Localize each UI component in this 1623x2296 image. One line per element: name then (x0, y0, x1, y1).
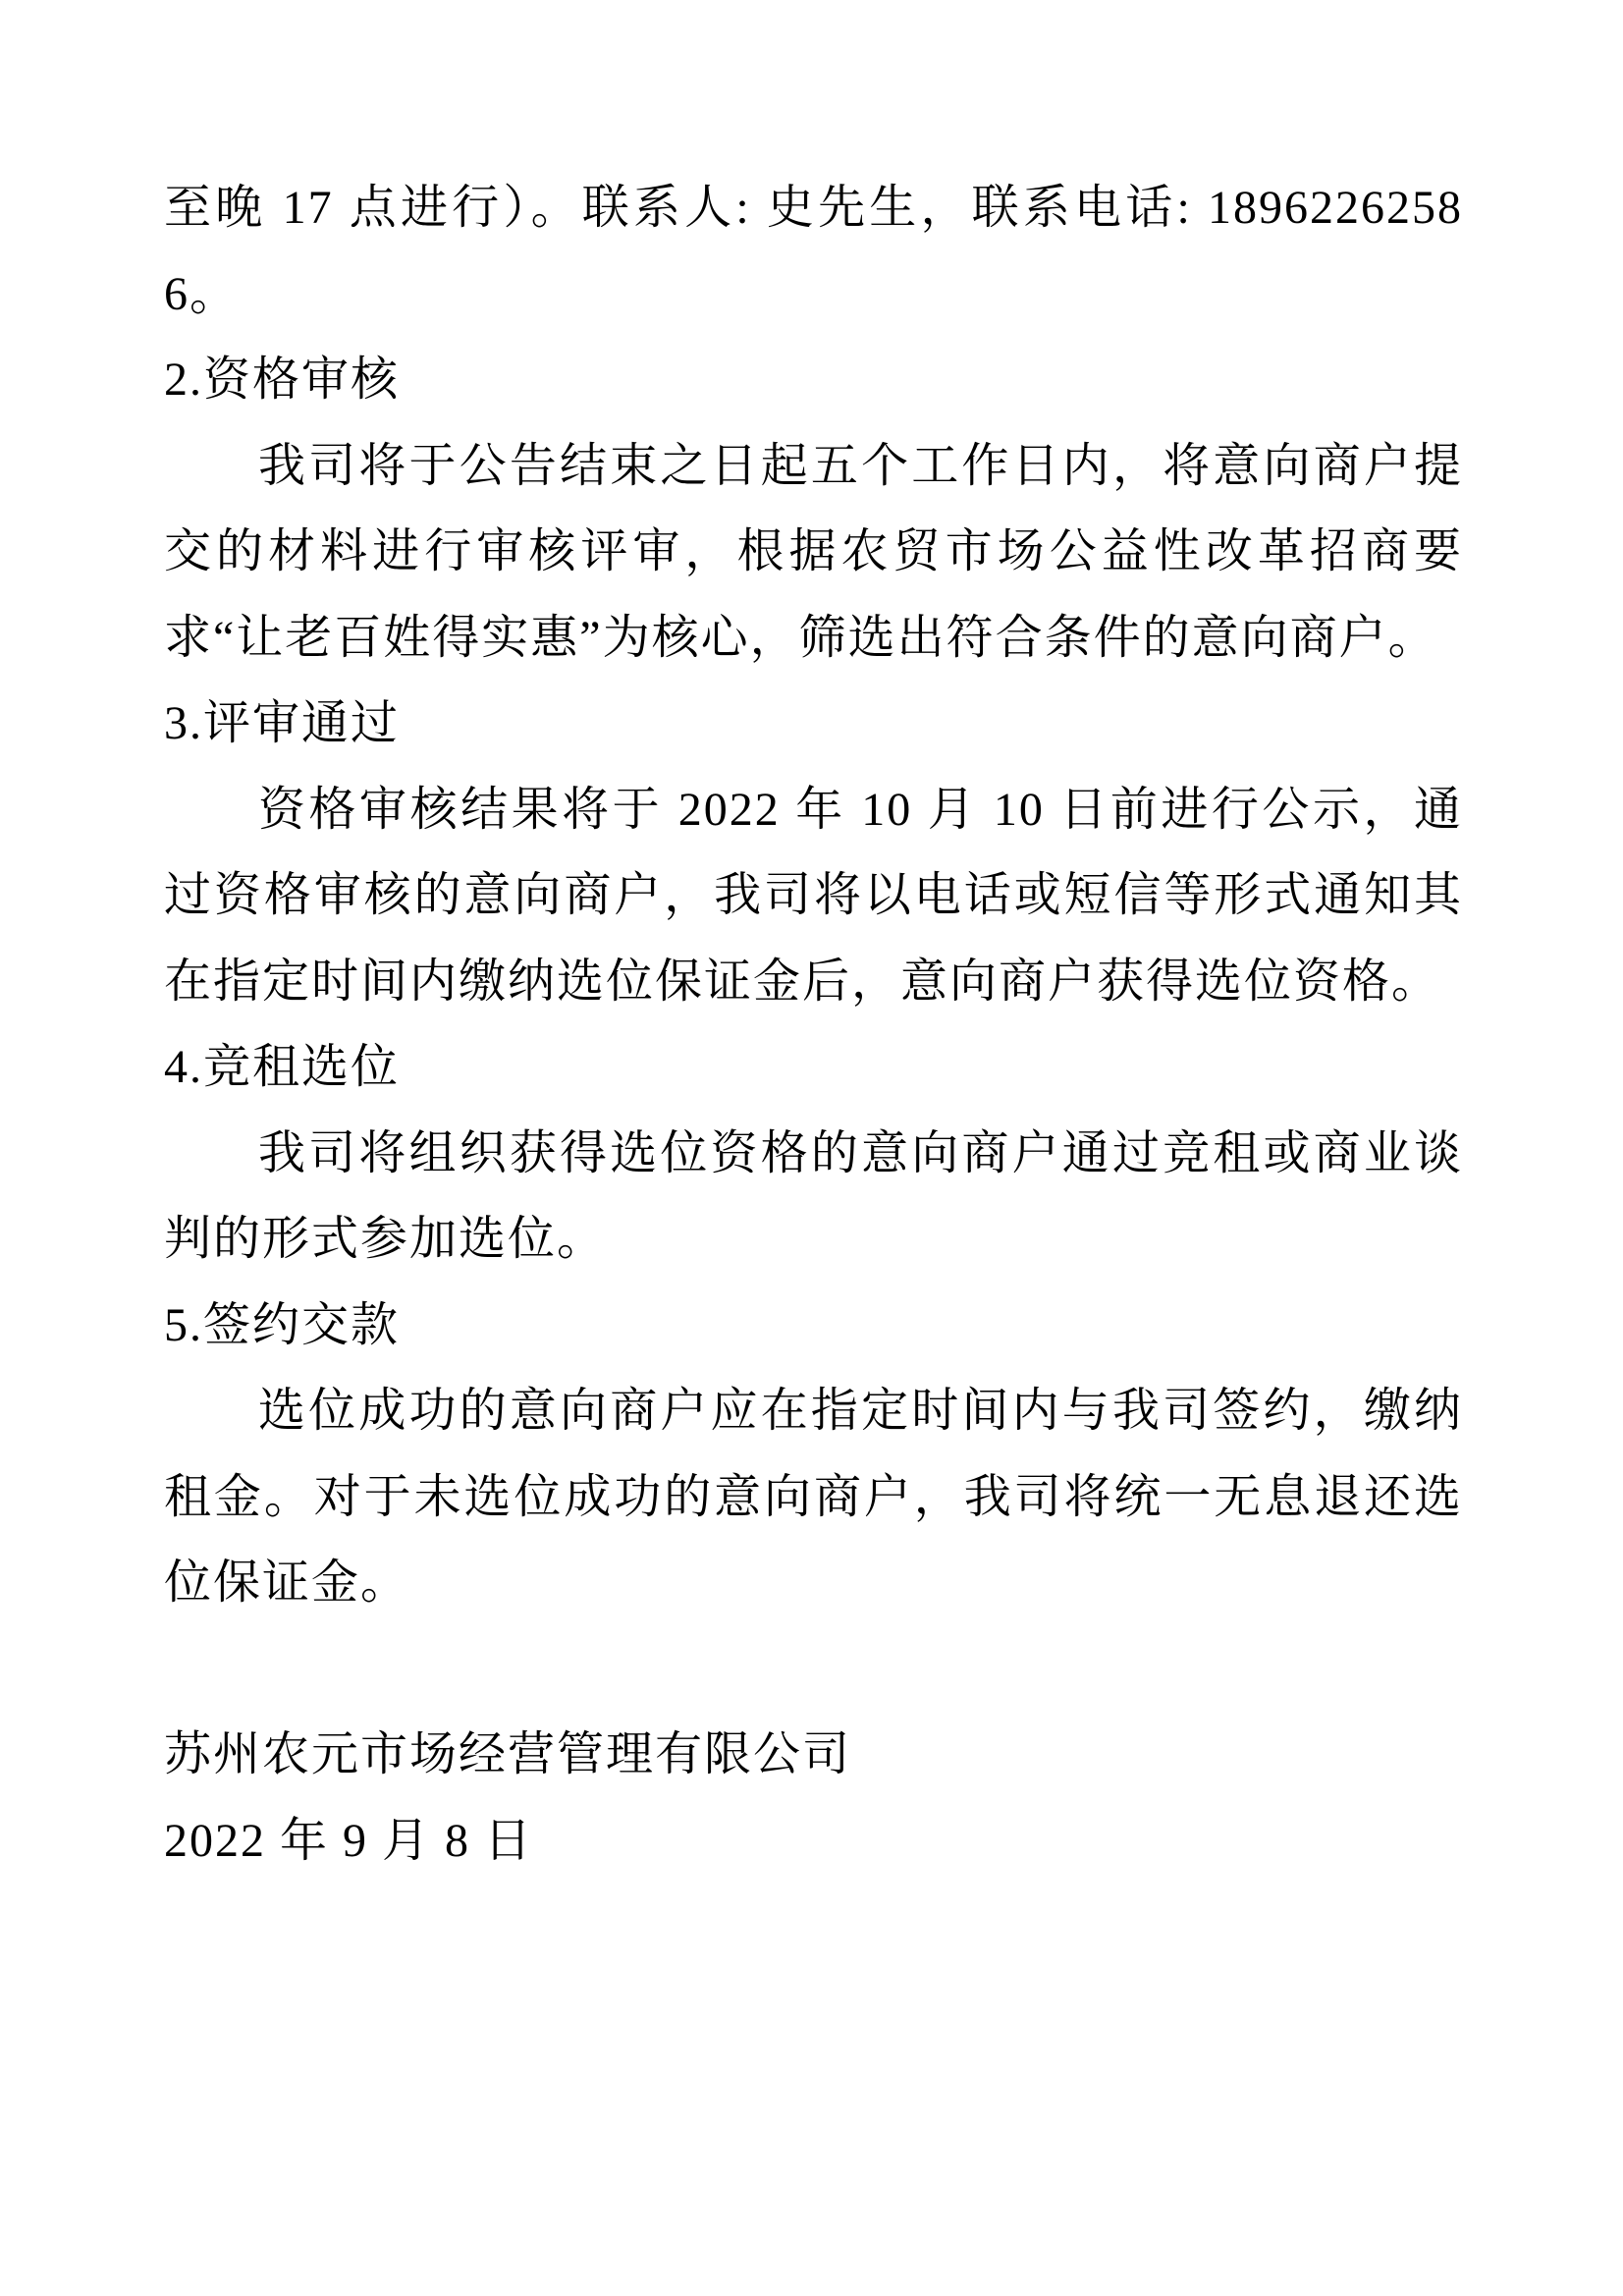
section-paragraph-qualification-review: 我司将于公告结束之日起五个工作日内，将意向商户提交的材料进行审核评审，根据农贸市场公益性改革招商要求“让老百姓得实惠”为核心，筛选出符合条件的意向商户。 (164, 439, 1463, 664)
signature-block (164, 1712, 1463, 1884)
section-paragraph-bidding-selection: 我司将组织获得选位资格的意向商户通过竞租或商业谈判的形式参加选位。 (164, 1126, 1463, 1265)
section-heading-bidding-selection: 4.竞租选位 (164, 1041, 401, 1093)
section-paragraph-signing-payment: 选位成功的意向商户应在指定时间内与我司签约，缴纳租金。对于未选位成功的意向商户，我司将统一无息退还选位保证金。 (164, 1385, 1463, 1609)
section-paragraph-review-passed: 资格审核结果将于 2022 年 10 月 10 日前进行公示，通过资格审核的意向商户，我司将以电话或短信等形式通知其在指定时间内缴纳选位保证金后，意向商户获得选位资格。 (164, 783, 1463, 1008)
paragraph-continuation: 至晚 17 点进行）。联系人: 史先生，联系电话: 18962262586。 (164, 182, 1463, 320)
signature-company-name: 苏州农元市场经营管理有限公司 (164, 1728, 852, 1780)
section-heading-qualification-review: 2.资格审核 (164, 354, 401, 406)
signature-date: 2022 年 9 月 8 日 (164, 1814, 534, 1867)
section-heading-signing-payment: 5.签约交款 (164, 1298, 401, 1351)
section-heading-review-passed: 3.评审通过 (164, 697, 401, 749)
